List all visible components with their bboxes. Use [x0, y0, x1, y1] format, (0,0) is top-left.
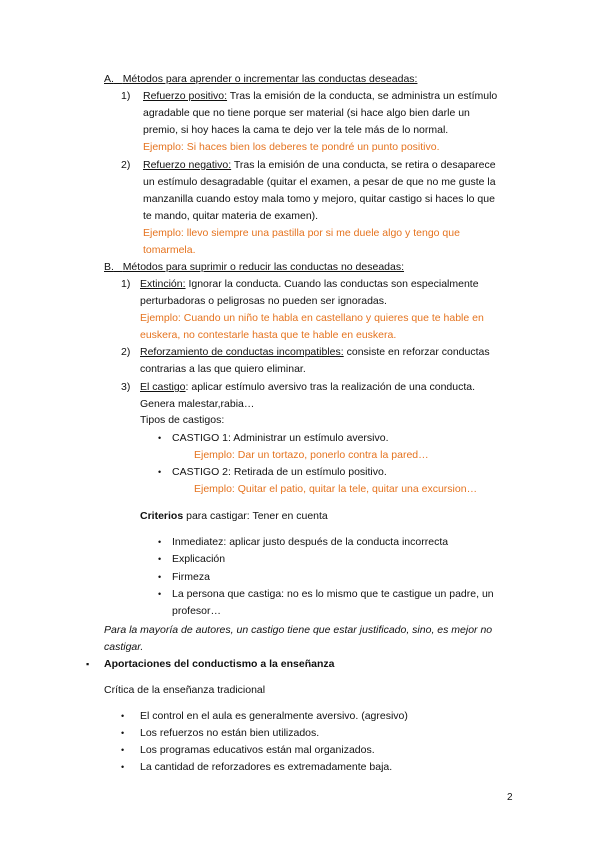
b3-line-2: Genera malestar,rabia…: [140, 398, 255, 410]
b2-line-1: Reforzamiento de conductas incompatibles: consiste en reforzar conductas: [140, 346, 490, 358]
b3-line-3: Tipos de castigos:: [140, 414, 225, 426]
castigo-2-example: Ejemplo: Quitar el patio, quitar la tele, quitar una excursion…: [194, 483, 478, 495]
b1-line-2: perturbadoras o peligrosas no pueden ser ignoradas.: [140, 295, 387, 307]
criterios-bold: Criterios: [140, 510, 184, 522]
a2-line-1: Refuerzo negativo: Tras la emisión de una conducta, se retira o desaparece: [143, 159, 496, 171]
a2-term: Refuerzo negativo:: [143, 159, 232, 171]
a2-line-2: un estímulo desagradable (quitar el examen, a pesar de que no me guste la: [143, 176, 496, 188]
note-line-1: Para la mayoría de autores, un castigo tiene que estar justificado, sino, es mejor no: [104, 624, 493, 636]
a2-line-3: manzanilla cuando estoy mala tomo y mejoro, quitar castigo si haces lo que: [143, 193, 495, 205]
b2-term: Reforzamiento de conductas incompatibles:: [140, 346, 344, 358]
section-b-title: Métodos para suprimir o reducir las conductas no deseadas:: [122, 261, 405, 273]
aportacion-2: Los refuerzos no están bien utilizados.: [140, 727, 320, 739]
criterio-3: Firmeza: [172, 571, 210, 583]
castigo-1-example: Ejemplo: Dar un tortazo, ponerlo contra la pared…: [194, 449, 429, 461]
section-b-marker: B.: [104, 261, 114, 273]
note-line-2: castigar.: [104, 641, 144, 653]
criterio-1-bullet: •: [158, 537, 162, 547]
a2-num: 2): [121, 159, 131, 171]
a1-num: 1): [121, 90, 131, 102]
b1-example-1: Ejemplo: Cuando un niño te habla en castellano y quieres que te hable en: [140, 312, 484, 324]
castigo-2-bullet: •: [158, 467, 162, 477]
castigo-1-bullet: •: [158, 433, 162, 443]
a1-line-1: Refuerzo positivo: Tras la emisión de la conducta, se administra un estímulo: [143, 90, 498, 102]
aportacion-4-bullet: •: [121, 762, 125, 772]
a2-example-2: tomarmela.: [143, 244, 196, 256]
criterio-2: Explicación: [172, 553, 226, 565]
aportaciones-subheading: Crítica de la enseñanza tradicional: [104, 684, 266, 696]
a1-term: Refuerzo positivo:: [143, 90, 228, 102]
section-a-title: Métodos para aprender o incrementar las conductas deseadas:: [122, 73, 418, 85]
castigo-2-label: CASTIGO 2: Retirada de un estímulo positivo.: [172, 466, 387, 478]
criterio-4-bullet: •: [158, 589, 162, 599]
criterio-3-bullet: •: [158, 572, 162, 582]
b1-line-1: Extinción: Ignorar la conducta. Cuando las conductas son especialmente: [140, 278, 479, 290]
a1-line-2: agradable que no tiene porque ser material (si hace algo bien darle un: [143, 107, 470, 119]
section-a-heading: [104, 71, 417, 88]
b1-term: Extinción:: [140, 278, 186, 290]
criterio-2-bullet: •: [158, 554, 162, 564]
aportacion-2-bullet: •: [121, 728, 125, 738]
aportacion-1-bullet: •: [121, 711, 125, 721]
aportaciones-heading: Aportaciones del conductismo a la enseñanza: [104, 658, 335, 670]
b2-line-2: contrarias a las que quiero eliminar.: [140, 363, 306, 375]
b1-num: 1): [121, 278, 131, 290]
aportacion-3-bullet: •: [121, 745, 125, 755]
aportaciones-bullet: ▪: [86, 659, 90, 669]
aportacion-1: El control en el aula es generalmente aversivo. (agresivo): [140, 710, 408, 722]
section-b-heading: [104, 259, 404, 276]
a1-line-3: premio, si hoy haces la cama te dejo ver la tele más de lo normal.: [143, 124, 449, 136]
b2-num: 2): [121, 346, 131, 358]
a1-example: Ejemplo: Si haces bien los deberes te pondré un punto positivo.: [143, 141, 440, 153]
criterio-4-line-1: La persona que castiga: no es lo mismo que te castigue un padre, un: [172, 588, 494, 600]
section-a-marker: A.: [104, 73, 114, 85]
page-number: 2: [507, 792, 513, 803]
b3-term: El castigo: [140, 381, 186, 393]
b1-example-2: euskera, no contestarle hasta que te hable en euskera.: [140, 329, 397, 341]
castigo-1-label: CASTIGO 1: Administrar un estímulo aversivo.: [172, 432, 389, 444]
aportacion-3: Los programas educativos están mal organizados.: [140, 744, 375, 756]
criterios-heading: Criterios para castigar: Tener en cuenta: [140, 510, 328, 522]
aportacion-4: La cantidad de reforzadores es extremadamente baja.: [140, 761, 393, 773]
b3-line-1: El castigo: aplicar estímulo aversivo tras la realización de una conducta.: [140, 381, 476, 393]
a2-line-4: te mando, quitar materia de examen).: [143, 210, 319, 222]
criterio-1: Inmediatez: aplicar justo después de la conducta incorrecta: [172, 536, 449, 548]
b3-num: 3): [121, 381, 131, 393]
criterio-4-line-2: profesor…: [172, 605, 222, 617]
a2-example-1: Ejemplo: llevo siempre una pastilla por si me duele algo y tengo que: [143, 227, 460, 239]
